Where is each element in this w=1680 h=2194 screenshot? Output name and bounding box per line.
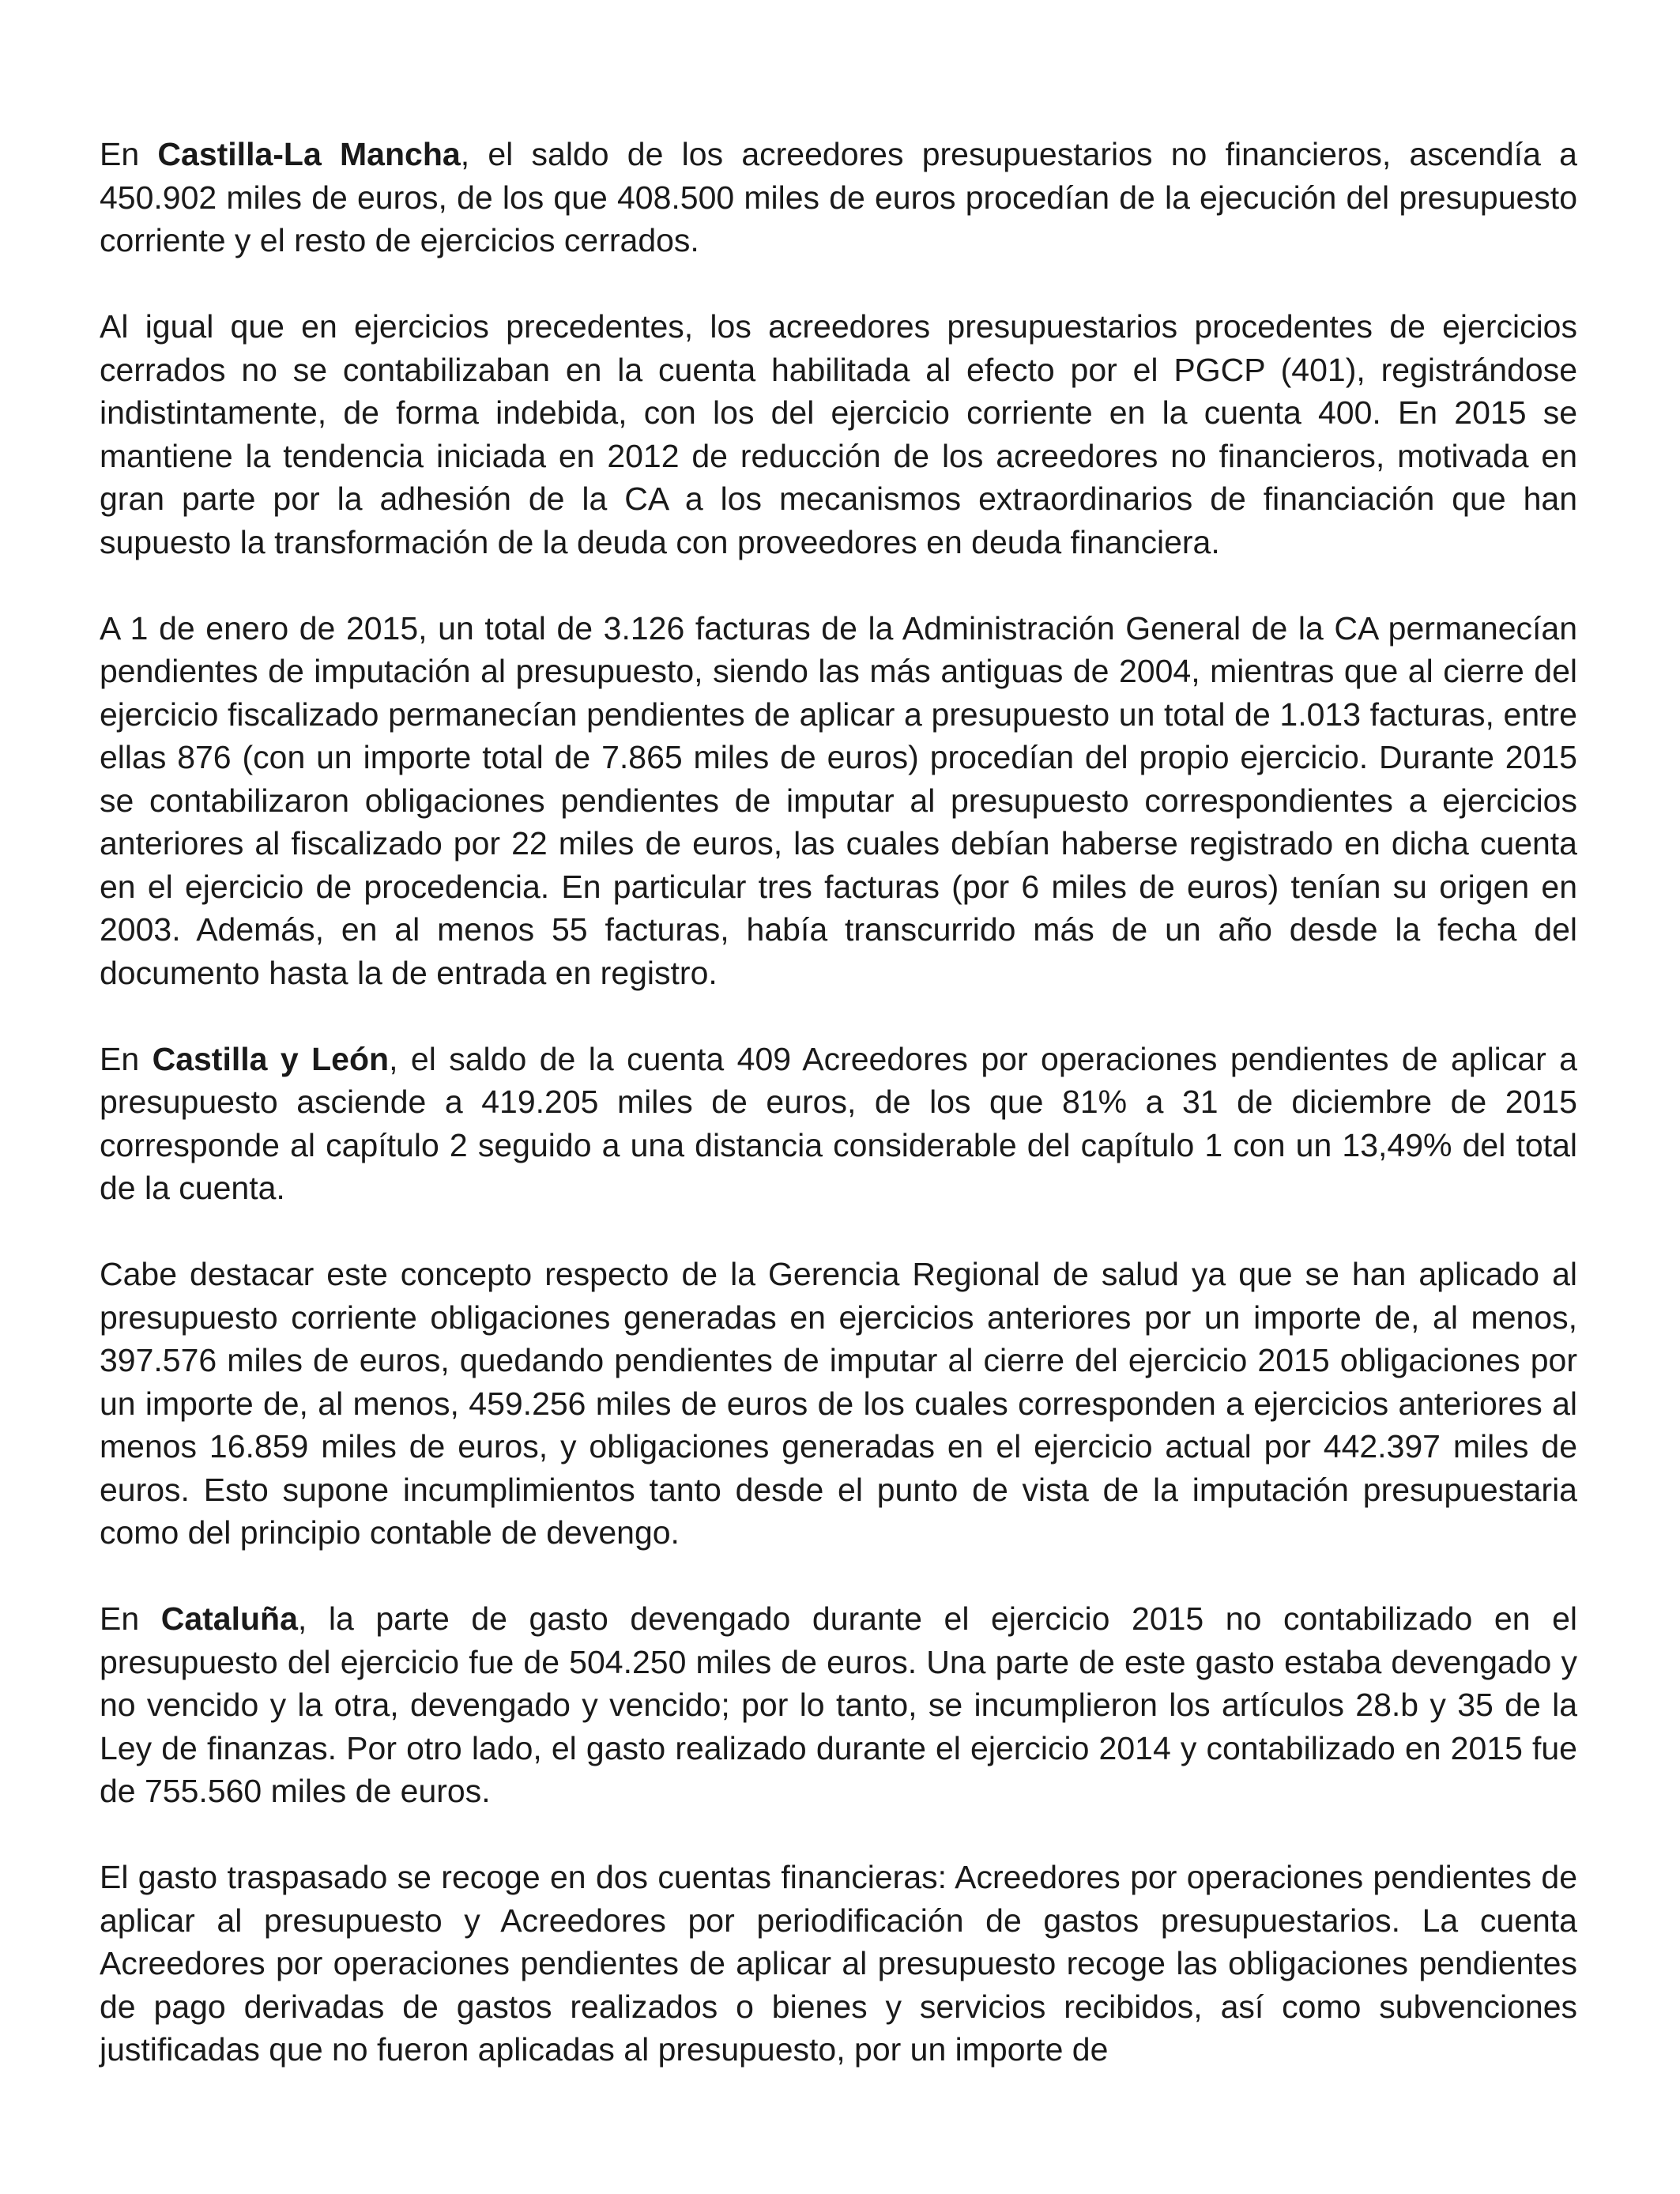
paragraph-text: Al igual que en ejercicios precedentes, los acreedores presupuestarios procedentes de ejercicios cerrados no se contabilizaban en la cuenta habilitada al efecto por el PGCP (401), registrándose indistintamente, de forma indebida, con los del ejercicio corriente en la cuenta 400. En 2015 se mantiene la tendencia iniciada en 2012 de reducción de los acreedores no financieros, motivada en gran parte por la adhesión de la CA a los mecanismos extraordinarios de financiación que han supuesto la transformación de la deuda con proveedores en deuda financiera. xyxy=(100,308,1577,560)
paragraph-gasto-traspasado xyxy=(100,1856,1577,2071)
region-name-castilla-la-mancha: Castilla-La Mancha xyxy=(157,136,461,172)
paragraph-text: , el saldo de la cuenta 409 Acreedores por operaciones pendientes de aplicar a presupuesto asciende a 419.205 miles de euros, de los que 81% a 31 de diciembre de 2015 corresponde al capítulo 2 seguido a una distancia considerable del capítulo 1 con un 13,49% del total de la cuenta. xyxy=(100,1040,1577,1206)
region-name-cataluna: Cataluña xyxy=(160,1600,298,1637)
paragraph-gerencia-regional-salud xyxy=(100,1253,1577,1555)
paragraph-acreedores-ejercicios-cerrados xyxy=(100,305,1577,564)
paragraph-castilla-y-leon xyxy=(100,1038,1577,1210)
paragraph-lead: En xyxy=(100,1040,153,1077)
paragraph-text: , la parte de gasto devengado durante el ejercicio 2015 no contabilizado en el presupuesto del ejercicio fue de 504.250 miles de euros. Una parte de este gasto estaba devengado y no vencido y la otra, devengado y vencido; por lo tanto, se incumplieron los artículos 28.b y 35 de la Ley de finanzas. Por otro lado, el gasto realizado durante el ejercicio 2014 y contabilizado en 2015 fue de 755.560 miles de euros. xyxy=(100,1600,1577,1809)
paragraph-text: , el saldo de los acreedores presupuestarios no financieros, ascendía a 450.902 miles de euros, de los que 408.500 miles de euros procedían de la ejecución del presupuesto corriente y el resto de ejercicios cerrados. xyxy=(100,136,1577,258)
paragraph-text: El gasto traspasado se recoge en dos cuentas financieras: Acreedores por operaciones pendientes de aplicar al presupuesto y Acreedores por periodificación de gastos presupuestarios. La cuenta Acreedores por operaciones pendientes de aplicar al presupuesto recoge las obligaciones pendientes de pago derivadas de gastos realizados o bienes y servicios recibidos, así como subvenciones justificadas que no fueron aplicadas al presupuesto, por un importe de xyxy=(100,1859,1577,2068)
paragraph-lead: En xyxy=(100,136,158,172)
paragraph-castilla-la-mancha xyxy=(100,133,1577,262)
paragraph-text: Cabe destacar este concepto respecto de la Gerencia Regional de salud ya que se han aplicado al presupuesto corriente obligaciones generadas en ejercicios anteriores por un importe de, al menos, 397.576 miles de euros, quedando pendientes de imputar al cierre del ejercicio 2015 obligaciones por un importe de, al menos, 459.256 miles de euros de los cuales corresponden a ejercicios anteriores al menos 16.859 miles de euros, y obligaciones generadas en el ejercicio actual por 442.397 miles de euros. Esto supone incumplimientos tanto desde el punto de vista de la imputación presupuestaria como del principio contable de devengo. xyxy=(100,1256,1577,1551)
region-name-castilla-y-leon: Castilla y León xyxy=(152,1040,390,1077)
paragraph-text: A 1 de enero de 2015, un total de 3.126 facturas de la Administración General de la CA permanecían pendientes de imputación al presupuesto, siendo las más antiguas de 2004, mientras que al cierre del ejercicio fiscalizado permanecían pendientes de aplicar a presupuesto un total de 1.013 facturas, entre ellas 876 (con un importe total de 7.865 miles de euros) procedían del propio ejercicio. Durante 2015 se contabilizaron obligaciones pendientes de imputar al presupuesto correspondientes a ejercicios anteriores al fiscalizado por 22 miles de euros, las cuales debían haberse registrado en dicha cuenta en el ejercicio de procedencia. En particular tres facturas (por 6 miles de euros) tenían su origen en 2003. Además, en al menos 55 facturas, había transcurrido más de un año desde la fecha del documento hasta la de entrada en registro. xyxy=(100,609,1577,991)
document-page xyxy=(100,133,1577,2071)
paragraph-facturas-pendientes xyxy=(100,607,1577,995)
paragraph-cataluna xyxy=(100,1597,1577,1813)
paragraph-lead: En xyxy=(100,1600,161,1637)
